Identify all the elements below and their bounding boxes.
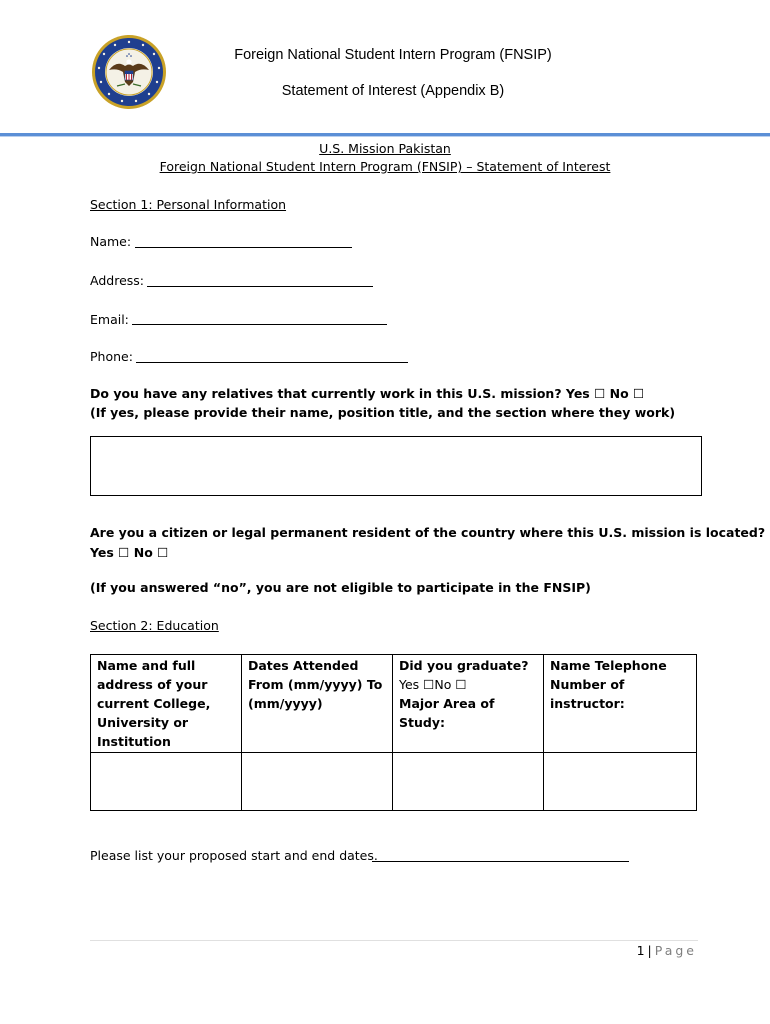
graduate-options[interactable]: Yes ☐No ☐ [399,677,467,692]
citizen-question: Are you a citizen or legal permanent resident of the country where this U.S. mission is located? [90,525,766,540]
name-label: Name: [90,234,132,249]
col-instructor-header: Name Telephone Number of instructor: [544,655,697,753]
header-divider-shadow [0,136,770,137]
citizen-options[interactable]: Yes ☐ No ☐ [90,545,169,560]
footer-divider [90,940,698,941]
name-field[interactable] [135,247,352,248]
col-institution-header: Name and full address of your current College, University or Institution [91,655,242,753]
phone-label: Phone: [90,349,133,364]
eligibility-note: (If you answered “no”, you are not eligible to participate in the FNSIP) [90,580,591,595]
program-title: Foreign National Student Intern Program (FNSIP) [234,47,552,63]
address-label: Address: [90,273,144,288]
graduate-question: Did you graduate? [399,658,529,673]
form-title: Foreign National Student Intern Program (FNSIP) – Statement of Interest [159,159,611,174]
major-label: Major Area of Study: [399,696,495,730]
page-number: 1 [636,943,645,958]
relatives-note: (If yes, please provide their name, position title, and the section where they work) [90,405,676,420]
institution-cell[interactable] [91,753,242,811]
col-graduate-header [393,655,544,753]
education-table [90,654,697,811]
relatives-details-textbox[interactable] [90,436,702,496]
section2-heading: Section 2: Education [90,618,219,633]
instructor-cell[interactable] [544,753,697,811]
relatives-question[interactable]: Do you have any relatives that currently work in this U.S. mission? Yes ☐ No ☐ [90,386,645,401]
email-field[interactable] [132,324,387,325]
mission-title: U.S. Mission Pakistan [319,141,451,156]
page-footer [637,943,697,958]
graduate-cell[interactable] [393,753,544,811]
proposed-dates-field[interactable] [372,861,629,862]
proposed-dates-label: Please list your proposed start and end dates. [90,848,378,863]
page-word: Page [654,943,697,958]
col-dates-header: Dates Attended From (mm/yyyy) To (mm/yyyy) [242,655,393,753]
section1-heading: Section 1: Personal Information [90,197,287,212]
phone-field[interactable] [136,362,408,363]
appendix-subtitle: Statement of Interest (Appendix B) [281,83,505,99]
dates-cell[interactable] [242,753,393,811]
address-field[interactable] [147,286,373,287]
page-separator: | [647,943,652,958]
email-label: Email: [90,312,129,327]
